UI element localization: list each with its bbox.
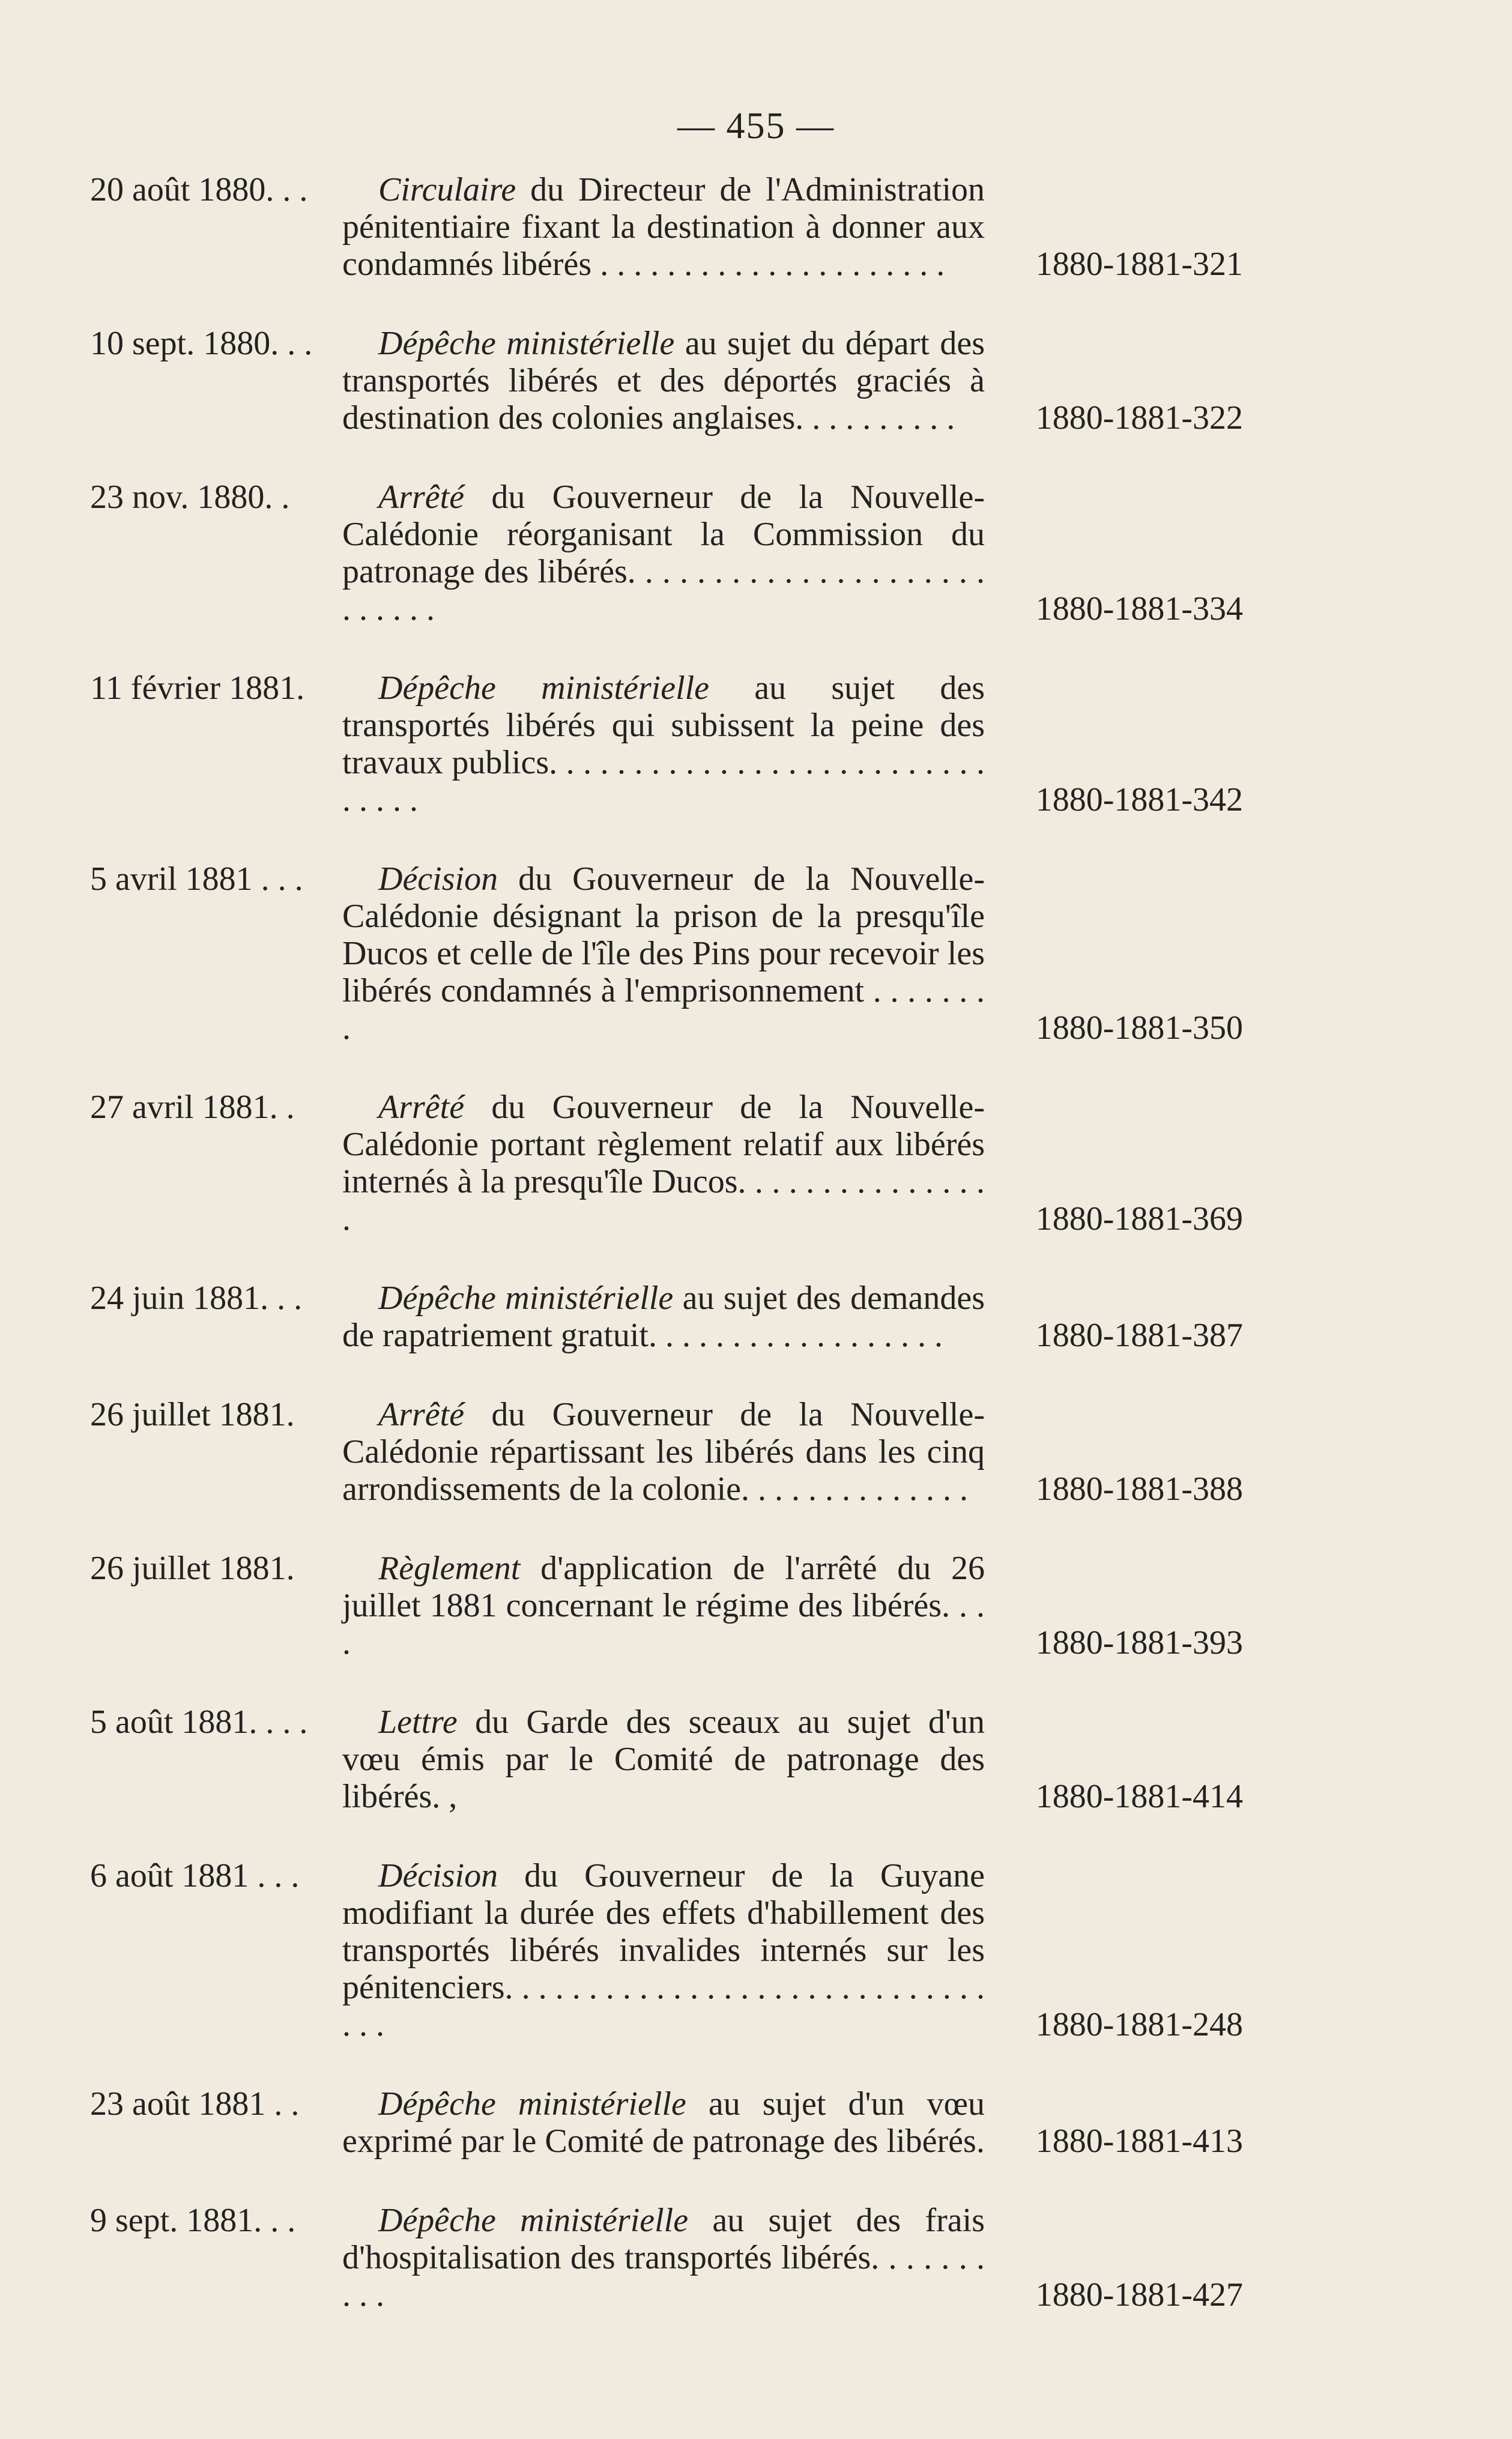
entry-document-type: Arrêté — [378, 1396, 465, 1433]
entry-date: 5 août 1881. . . . — [90, 1703, 308, 1741]
list-item — [90, 860, 1243, 1047]
entry-document-type: Règlement — [378, 1550, 521, 1587]
entry-reference: 1880-1881-248 — [1035, 2006, 1243, 2043]
entry-document-type: Arrêté — [378, 479, 465, 516]
entry-document-type: Dépêche ministérielle — [378, 2202, 689, 2239]
entry-description — [342, 1396, 985, 1508]
entry-date: 27 avril 1881. . — [90, 1089, 295, 1126]
entry-date: 20 août 1880. . . — [90, 171, 308, 208]
entry-text: du Gouverneur de la Guyane modifiant la durée des effets d'habillement des transportés libérés invalides internés sur les pénitenciers. . . . . . . . . . . . . . . . . . . . . . . . . . . . . . . . — [342, 1857, 985, 2043]
list-item — [90, 171, 1243, 283]
list-item — [90, 1703, 1243, 1815]
list-item — [90, 2085, 1243, 2160]
entry-description — [342, 1280, 985, 1354]
entry-text: d'application de l'arrêté du 26 juillet 1881 concernant le régime des libérés. . . . — [342, 1550, 985, 1661]
entry-date: 24 juin 1881. . . — [90, 1280, 303, 1317]
list-item — [90, 1280, 1243, 1354]
entry-text: du Gouverneur de la Nouvelle-Calédonie désignant la prison de la presqu'île Ducos et celle de l'île des Pins pour recevoir les libérés condamnés à l'emprisonnement . . . . . . . . — [342, 860, 985, 1047]
entry-document-type: Arrêté — [378, 1089, 465, 1126]
entry-document-type: Décision — [378, 1857, 498, 1894]
entry-date: 26 juillet 1881. — [90, 1550, 295, 1587]
list-item — [90, 479, 1243, 627]
list-item — [90, 325, 1243, 437]
entry-description — [342, 1550, 985, 1661]
entry-reference: 1880-1881-334 — [1035, 590, 1243, 627]
list-item — [90, 1857, 1243, 2043]
list-item — [90, 1550, 1243, 1661]
list-item — [90, 2202, 1243, 2314]
entry-description — [342, 1857, 985, 2043]
entry-description — [342, 1703, 985, 1815]
list-item — [90, 1396, 1243, 1508]
entry-text: au sujet d'un vœu exprimé par le Comité de patronage des libérés. — [342, 2085, 985, 2160]
entry-description — [342, 669, 985, 818]
entry-reference: 1880-1881-321 — [1035, 246, 1243, 283]
list-item — [90, 1089, 1243, 1238]
entry-document-type: Lettre — [378, 1703, 458, 1741]
entry-date: 23 août 1881 . . — [90, 2085, 300, 2123]
entry-reference: 1880-1881-427 — [1035, 2276, 1243, 2314]
page-number: — 455 — — [677, 106, 835, 147]
entry-date: 10 sept. 1880. . . — [90, 325, 313, 362]
entry-description — [342, 325, 985, 437]
entry-description — [342, 860, 985, 1047]
entries-list — [90, 171, 1243, 2356]
entry-description — [342, 2085, 985, 2160]
entry-reference: 1880-1881-387 — [1035, 1317, 1243, 1354]
entry-reference: 1880-1881-350 — [1035, 1009, 1243, 1047]
entry-description — [342, 171, 985, 283]
entry-document-type: Circulaire — [378, 171, 516, 208]
entry-description — [342, 479, 985, 627]
entry-description — [342, 2202, 985, 2314]
entry-document-type: Dépêche ministérielle — [378, 2085, 686, 2123]
entry-text: au sujet des frais d'hospitalisation des transportés libérés. . . . . . . . . . — [342, 2202, 985, 2314]
entry-document-type: Dépêche ministérielle — [378, 669, 710, 707]
entry-description — [342, 1089, 985, 1238]
entry-text: du Gouverneur de la Nouvelle-Calédonie répartissant les libérés dans les cinq arrondissements de la colonie. . . . . . . . . . . . . . — [342, 1396, 985, 1508]
entry-reference: 1880-1881-413 — [1035, 2123, 1243, 2160]
list-item — [90, 669, 1243, 818]
entry-text: du Gouverneur de la Nouvelle-Calédonie portant règlement relatif aux libérés internés à la presqu'île Ducos. . . . . . . . . . . . . . . . — [342, 1089, 985, 1238]
entry-reference: 1880-1881-342 — [1035, 781, 1243, 818]
entry-document-type: Dépêche ministérielle — [378, 325, 675, 362]
entry-text: au sujet des transportés libérés qui subissent la peine des travaux publics. . . . . . . . . . . . . . . . . . . . . . . . . . . . . . . — [342, 669, 985, 818]
entry-reference: 1880-1881-322 — [1035, 399, 1243, 437]
entry-text: au sujet des demandes de rapatriement gratuit. . . . . . . . . . . . . . . . . . — [342, 1280, 985, 1354]
entry-date: 6 août 1881 . . . — [90, 1857, 300, 1894]
entry-date: 11 février 1881. — [90, 669, 305, 707]
entry-text: du Garde des sceaux au sujet d'un vœu émis par le Comité de patronage des libérés. , — [342, 1703, 985, 1815]
entry-document-type: Décision — [378, 860, 498, 898]
entry-document-type: Dépêche ministérielle — [378, 1280, 674, 1317]
entry-date: 5 avril 1881 . . . — [90, 860, 303, 898]
entry-text: du Gouverneur de la Nouvelle-Calédonie réorganisant la Commission du patronage des libérés. . . . . . . . . . . . . . . . . . . . . . . . . . . — [342, 479, 985, 627]
entry-text: du Directeur de l'Administration pénitentiaire fixant la destination à donner aux condamnés libérés . . . . . . . . . . . . . . . . . . . . . — [342, 171, 985, 283]
entry-text: au sujet du départ des transportés libérés et des déportés graciés à destination des colonies anglaises. . . . . . . . . . — [342, 325, 985, 437]
entry-reference: 1880-1881-414 — [1035, 1778, 1243, 1815]
entry-date: 23 nov. 1880. . — [90, 479, 290, 516]
entry-date: 26 juillet 1881. — [90, 1396, 295, 1433]
entry-reference: 1880-1881-393 — [1035, 1624, 1243, 1661]
entry-reference: 1880-1881-369 — [1035, 1200, 1243, 1238]
entry-date: 9 sept. 1881. . . — [90, 2202, 296, 2239]
entry-reference: 1880-1881-388 — [1035, 1470, 1243, 1508]
